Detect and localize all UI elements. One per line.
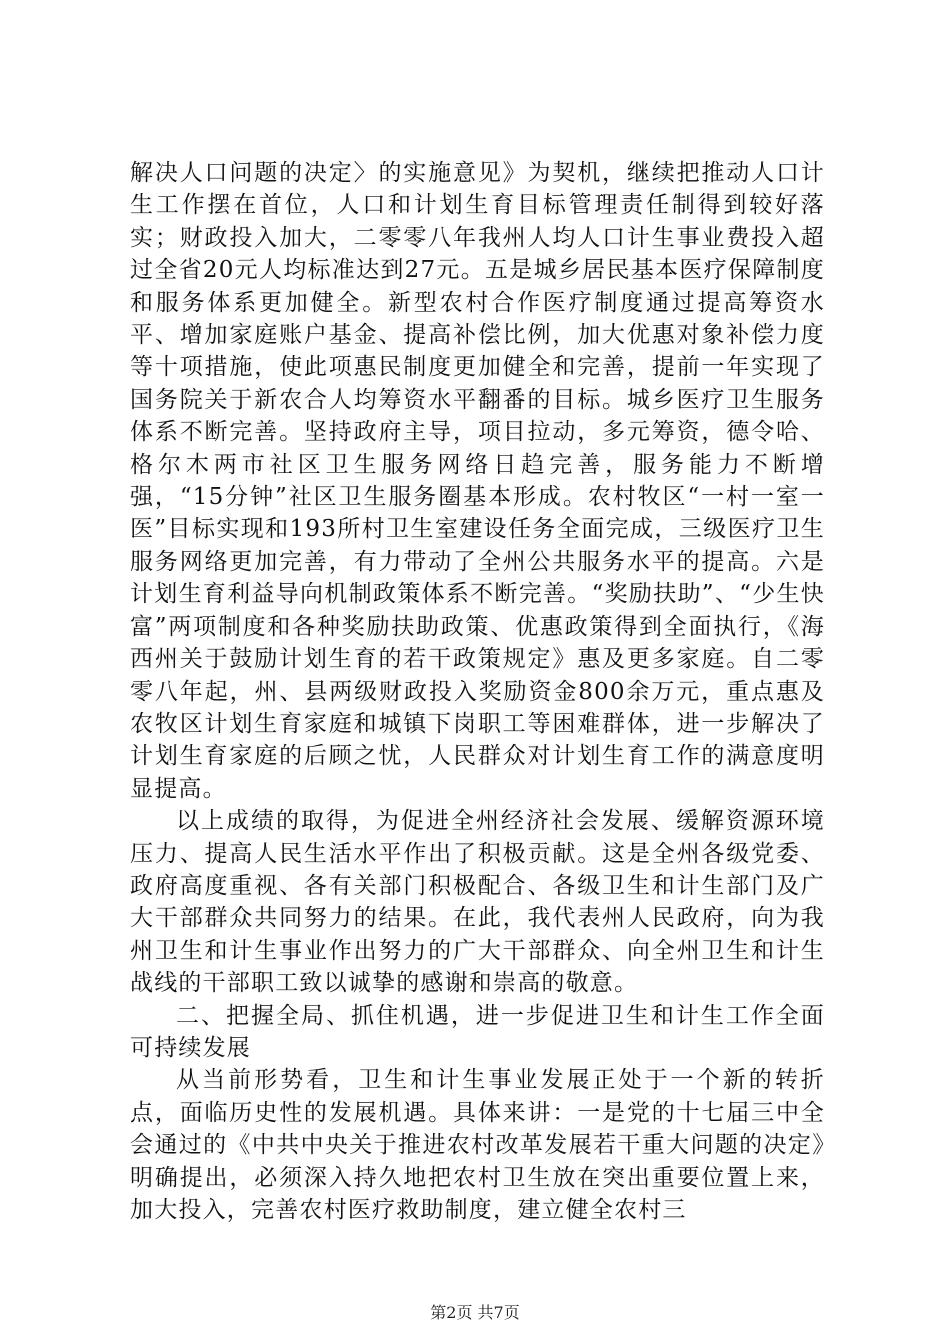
paragraph-achievements-summary: 以上成绩的取得，为促进全州经济社会发展、缓解资源环境压力、提高人民生活水平作出了积极贡献。这是全州各级党委、政府高度重视、各有关部门积极配合、各级卫生和计生部门及广大干部群众共同努力的结果。在此，我代表州人民政府，向为我州卫生和计生事业作出努力的广大干部群众、向全州卫生和计生战线的干部职工致以诚挚的感谢和崇高的敬意。 — [130, 808, 825, 997]
paragraph-current-situation: 从当前形势看，卫生和计生事业发展正处于一个新的转折点，面临历史性的发展机遇。具体来讲：一是党的十七届三中全会通过的《中共中央关于推进农村改革发展若干重大问题的决定》明确提出，必须深入持久地把农村卫生放在突出重要位置上来，加大投入，完善农村医疗救助制度，建立健全农村三 — [130, 1067, 825, 1223]
paragraph-continuation: 解决人口问题的决定〉的实施意见》为契机，继续把推动人口计生工作摆在首位，人口和计划生育目标管理责任制得到较好落实；财政投入加大，二零零八年我州人均人口计生事业费投入超过全省20元人均标准达到27元。五是城乡居民基本医疗保障制度和服务体系更加健全。新型农村合作医疗制度通过提高筹资水平、增加家庭账户基金、提高补偿比例，加大优惠对象补偿力度等十项措施，使此项惠民制度更加健全和完善，提前一年实现了国务院关于新农合人均筹资水平翻番的目标。城乡医疗卫生服务体系不断完善。坚持政府主导，项目拉动，多元筹资，德令哈、格尔木两市社区卫生服务网络日趋完善，服务能力不断增强，“15分钟”社区卫生服务圈基本形成。农村牧区“一村一室一医”目标实现和193所村卫生室建设任务全面完成，三级医疗卫生服务网络更加完善，有力带动了全州公共服务水平的提高。六是计划生育利益导向机制政策体系不断完善。“奖励扶助”、“少生快富”两项制度和各种奖励扶助政策、优惠政策得到全面执行，《海西州关于鼓励计划生育的若干政策规定》惠及更多家庭。自二零零八年起，州、县两级财政投入奖励资金800余万元，重点惠及农牧区计划生育家庭和城镇下岗职工等困难群体，进一步解决了计划生育家庭的后顾之忧，人民群众对计划生育工作的满意度明显提高。 — [130, 160, 825, 802]
section-heading: 二、把握全局、抓住机遇，进一步促进卫生和计生工作全面可持续发展 — [130, 1002, 825, 1061]
page-footer: 第2页 共7页 — [430, 1303, 520, 1322]
body-text — [130, 157, 825, 1226]
